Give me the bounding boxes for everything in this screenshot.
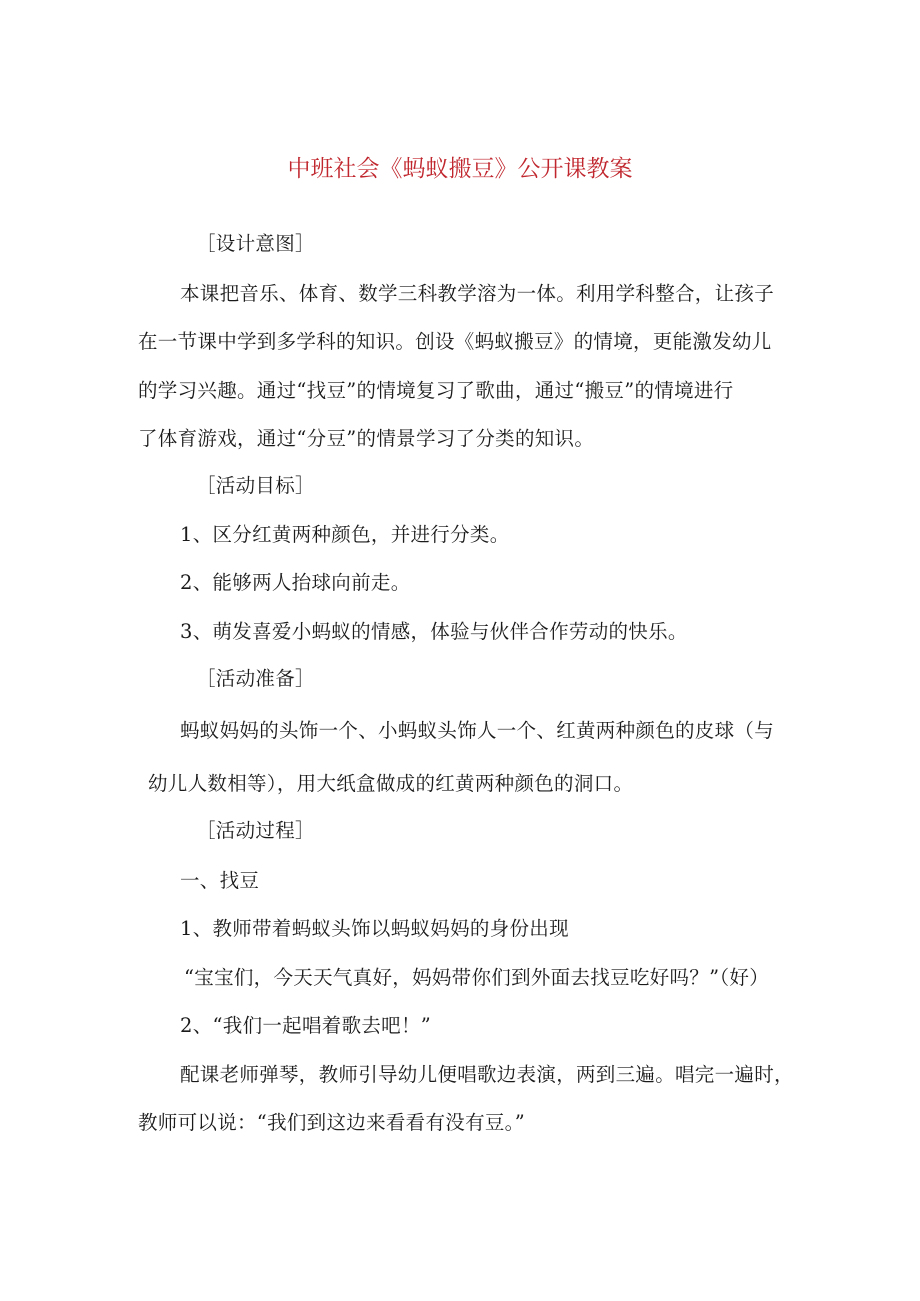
prep-line: 幼儿人数相等），用大纸盒做成的红黄两种颜色的洞口。 (148, 772, 634, 795)
process-line: 1、教师带着蚂蚁头饰以蚂蚁妈妈的身份出现 (180, 917, 569, 940)
design-line: 的学习兴趣。通过“找豆”的情境复习了歌曲，通过“搬豆”的情境进行 (138, 379, 734, 402)
design-line: 本课把音乐、体育、数学三科教学溶为一体。利用学科整合，让孩子 (180, 282, 775, 305)
goal-item: 1、区分红黄两种颜色，并进行分类。 (180, 523, 510, 546)
process-line: 一、找豆 (180, 869, 260, 892)
prep-heading: ［活动准备］ (196, 667, 315, 690)
process-line: 教师可以说：“我们到这边来看看有没有豆。” (138, 1111, 525, 1134)
goal-item: 2、能够两人抬球向前走。 (180, 571, 411, 594)
goal-item: 3、萌发喜爱小蚂蚁的情感，体验与伙伴合作劳动的快乐。 (180, 620, 688, 643)
design-line: 了体育游戏，通过“分豆”的情景学习了分类的知识。 (138, 427, 595, 450)
process-line: “宝宝们，今天天气真好，妈妈带你们到外面去找豆吃好吗？”（好） (184, 966, 769, 989)
process-line: 配课老师弹琴，教师引导幼儿便唱歌边表演，两到三遍。唱完一遍时， (180, 1063, 794, 1086)
process-heading: ［活动过程］ (196, 819, 315, 842)
goals-heading: ［活动目标］ (196, 474, 315, 497)
process-line: 2、“我们一起唱着歌去吧！” (180, 1014, 432, 1037)
document-title: 中班社会《蚂蚁搬豆》公开课教案 (287, 156, 633, 182)
design-heading: ［设计意图］ (196, 232, 315, 255)
prep-line: 蚂蚁妈妈的头饰一个、小蚂蚁头饰人一个、红黄两种颜色的皮球（与 (180, 719, 775, 742)
design-line: 在一节课中学到多学科的知识。创设《蚂蚁搬豆》的情境，更能激发幼儿 (138, 330, 772, 353)
